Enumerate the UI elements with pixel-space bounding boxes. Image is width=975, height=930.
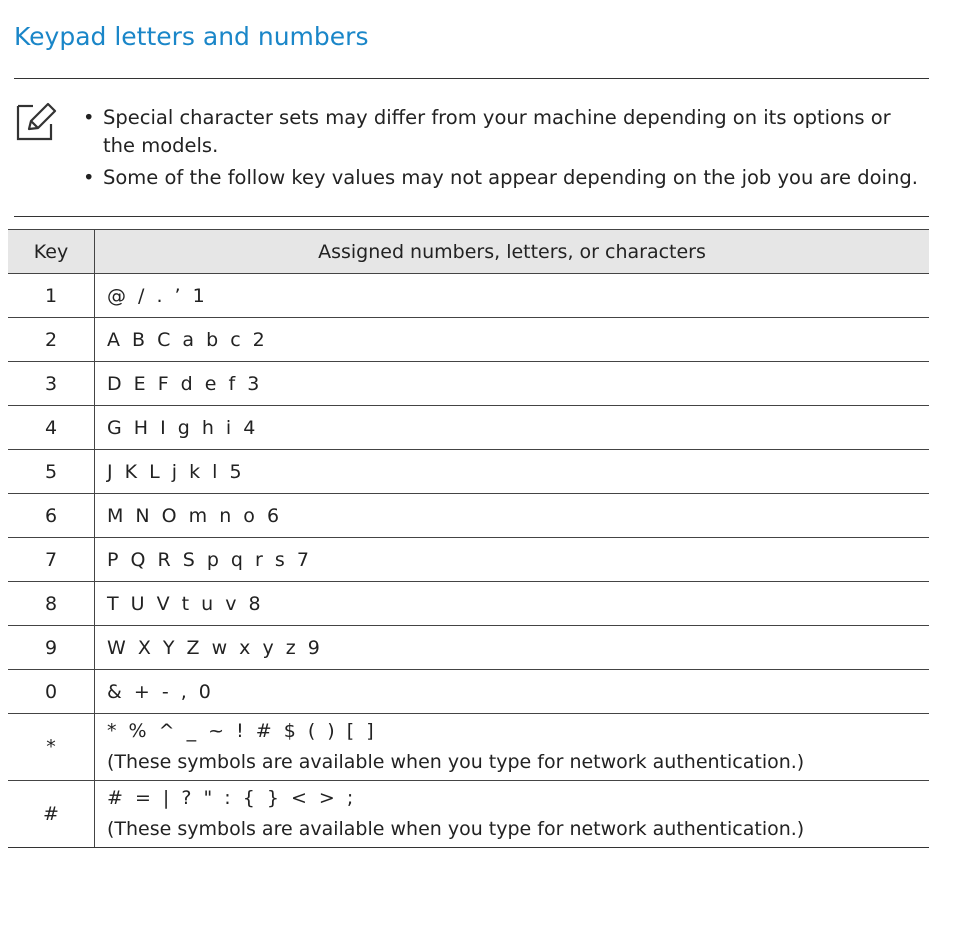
key-cell: * (8, 714, 95, 781)
chars-cell (95, 714, 930, 781)
chars-cell: T U V t u v 8 (95, 582, 930, 626)
table-row (8, 781, 929, 848)
symbol-note: (These symbols are available when you type for network authentication.) (107, 751, 805, 773)
table-row (8, 274, 929, 318)
chars-cell: A B C a b c 2 (95, 318, 930, 362)
table-row (8, 538, 929, 582)
table-row (8, 406, 929, 450)
key-cell: 5 (8, 450, 95, 494)
table-row (8, 318, 929, 362)
chars-cell: J K L j k l 5 (95, 450, 930, 494)
chars-cell: M N O m n o 6 (95, 494, 930, 538)
note-icon (15, 98, 59, 142)
key-cell: 3 (8, 362, 95, 406)
key-cell: 9 (8, 626, 95, 670)
chars-cell (95, 781, 930, 848)
table-row (8, 362, 929, 406)
key-cell: 1 (8, 274, 95, 318)
key-cell: 6 (8, 494, 95, 538)
symbol-chars: # = | ? " : { } < > ; (107, 787, 357, 809)
header-assigned: Assigned numbers, letters, or characters (95, 230, 930, 274)
table-header-row (8, 230, 929, 274)
page-title: Keypad letters and numbers (14, 22, 369, 51)
table-row (8, 494, 929, 538)
chars-cell: D E F d e f 3 (95, 362, 930, 406)
table-row (8, 582, 929, 626)
key-cell: 7 (8, 538, 95, 582)
key-cell: 0 (8, 670, 95, 714)
notes-list (80, 104, 925, 196)
key-cell: 4 (8, 406, 95, 450)
symbol-note: (These symbols are available when you type for network authentication.) (107, 818, 805, 840)
chars-cell: & + - , 0 (95, 670, 930, 714)
table-row (8, 626, 929, 670)
table-row (8, 670, 929, 714)
key-cell: 8 (8, 582, 95, 626)
top-divider (14, 78, 929, 79)
key-cell: # (8, 781, 95, 848)
bottom-divider (14, 216, 929, 217)
note-item: • Some of the follow key values may not appear depending on the job you are doing. (80, 164, 925, 192)
note-item: • Special character sets may differ from your machine depending on its options or the models. (80, 104, 925, 160)
table-row (8, 450, 929, 494)
chars-cell: P Q R S p q r s 7 (95, 538, 930, 582)
keypad-table (8, 229, 929, 848)
header-key: Key (8, 230, 95, 274)
table-row (8, 714, 929, 781)
chars-cell: W X Y Z w x y z 9 (95, 626, 930, 670)
chars-cell: @ / . ’ 1 (95, 274, 930, 318)
symbol-chars: * % ^ _ ~ ! # $ ( ) [ ] (107, 720, 377, 742)
chars-cell: G H I g h i 4 (95, 406, 930, 450)
key-cell: 2 (8, 318, 95, 362)
